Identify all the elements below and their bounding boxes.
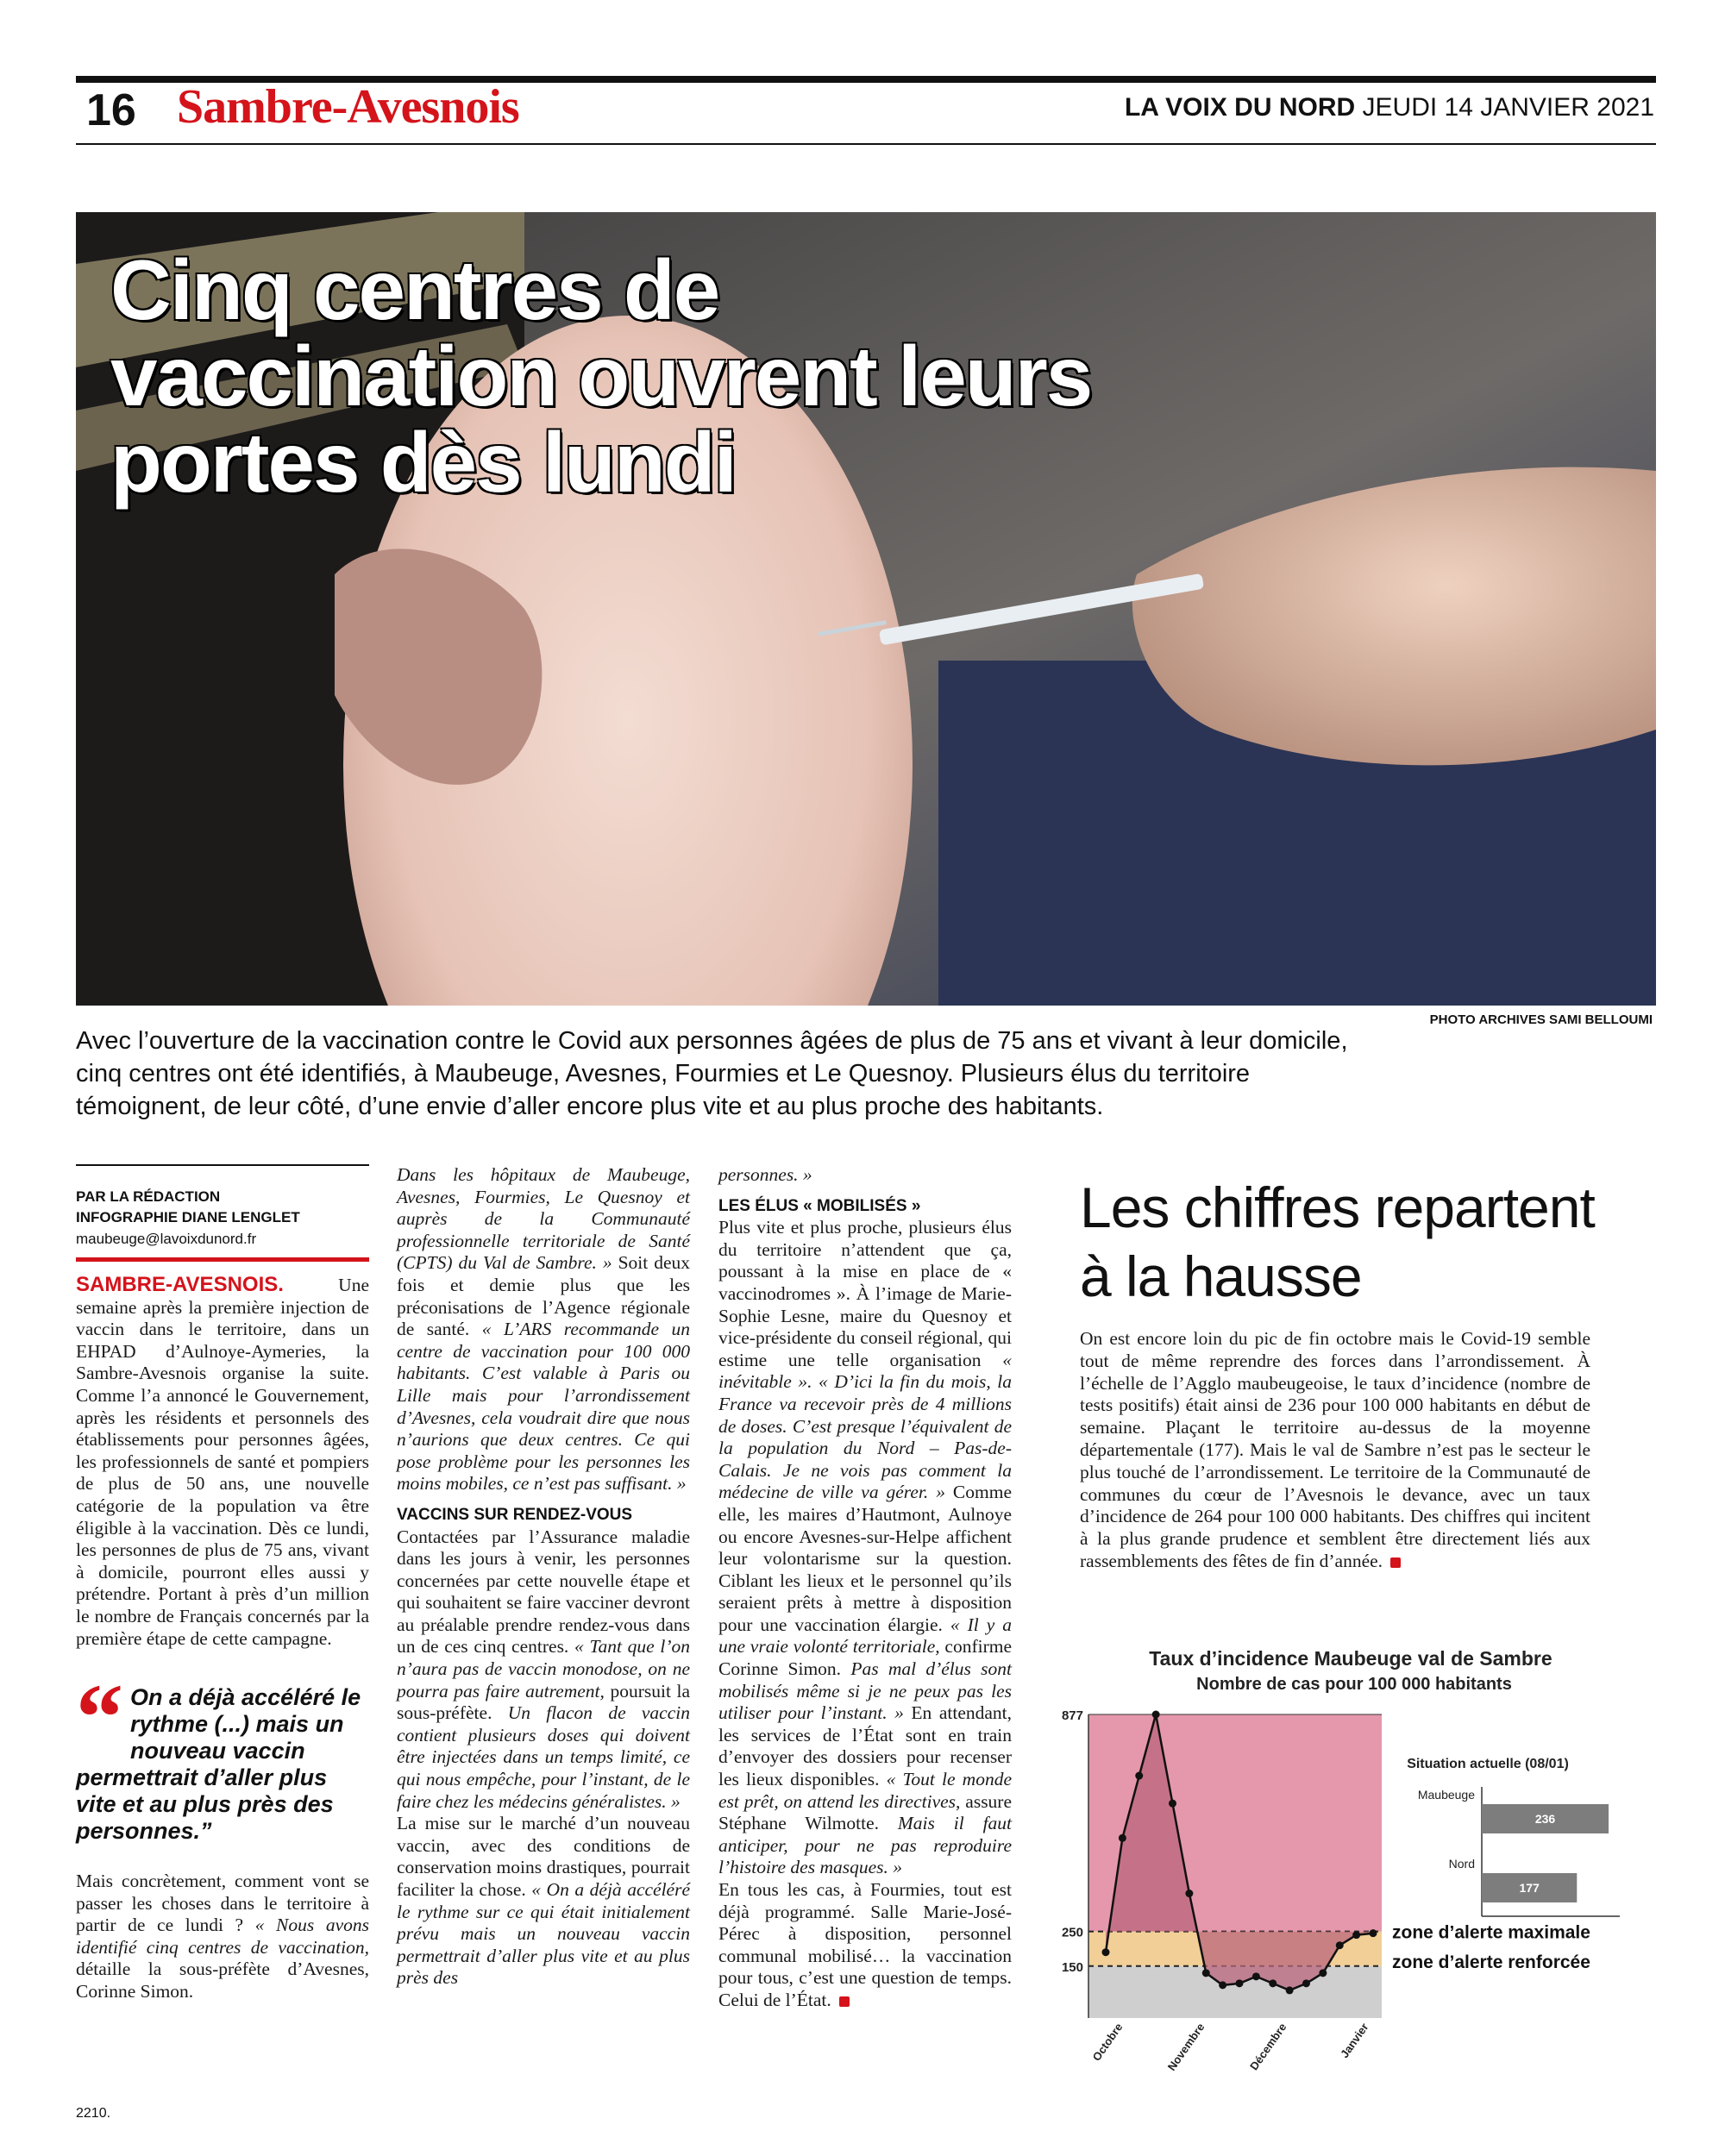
pull-quote (76, 1664, 369, 1845)
data-point (1135, 1772, 1143, 1780)
data-point (1219, 1981, 1226, 1989)
article-paragraph (718, 1164, 1012, 1187)
pull-quote-text: On a déjà accéléré le rythme (...) mais un nouveau vaccin permettrait d’aller plus vite et au plus près des personnes.” (76, 1684, 361, 1845)
bar-chart-title: Situation actuelle (08/01) (1407, 1757, 1569, 1771)
paragraph-quote: « D’ici la fin du mois, la France va recevoir près de 4 millions de doses. C’est presque l’équivalent de la population du Nord – Pas-de-Calais. Je ne vois pas comment la médecine de ville va gérer. » (718, 1371, 1013, 1503)
paragraph-quote: Un flacon de vaccin contient plusieurs doses qui doivent être injectées dans un temps limité, ce qui nous empêche, pour l’instant, de le faire chez les médecins généralistes. » (397, 1702, 690, 1812)
y-tick-label: 250 (1061, 1925, 1083, 1940)
paragraph-quote: Dans les hôpitaux de Maubeuge, Avesnes, Fourmies, Le Quesnoy et auprès de la Communauté professionnelle territoriale de Santé (CPTS) du Val de Sambre. » (397, 1164, 690, 1274)
section-title: Sambre-Avesnois (177, 80, 519, 134)
quote-mark-icon: “ (76, 1664, 123, 1771)
chart-subtitle: Nombre de cas pour 100 000 habitants (1196, 1675, 1512, 1694)
byline-box (76, 1164, 369, 1262)
contact-email[interactable]: maubeuge@lavoixdunord.fr (76, 1231, 257, 1247)
data-point (1236, 1979, 1244, 1987)
y-tick-label: 877 (1061, 1708, 1083, 1723)
article-paragraph (718, 1217, 1012, 1879)
x-tick-label: Janvier (1338, 2021, 1371, 2061)
x-tick-label: Octobre (1089, 2021, 1126, 2064)
paragraph-text: Soit deux fois et demie plus que les préconisations de l’Agence régionale de santé. (397, 1252, 691, 1340)
byline-infographic: INFOGRAPHIE DIANE LENGLET (76, 1209, 300, 1225)
paragraph-text: Plus vite et plus proche, plusieurs élus du territoire n’attendent que ça, poussant à la mise en place de « vaccinodromes ». À l’image de Marie-Sophie Lesne, maire du Quesnoy et vice-présidente du conseil régional, qui estime une telle organisation (718, 1217, 1012, 1370)
sidebar-text: On est encore loin du pic de fin octobre mais le Covid-19 semble tout de même reprendre des forces dans l’arrondissement. À l’échelle de l’Agglo maubeugeoise, le taux d’incidence (nombre de tests positifs) était ainsi de 236 pour 100 000 habitants en début de semaine. Plaçant le territoire au-dessus de la moyenne départementale (177). Mais le val de Sambre n’est pas le secteur le plus touché de l’arrondissement. Le territoire de la Communauté de communes du cœur de l’Avesnois le devance, avec un taux d’incidence de 264 pour 100 000 habitants. Des chiffres qui incitent à la plus grande prudence et semblent être directement liés aux rassemblements des fêtes de fin d’année. (1080, 1328, 1590, 1571)
photo-credit: PHOTO ARCHIVES SAMI BELLOUMI (1429, 1012, 1653, 1027)
paragraph-text: La mise sur le marché d’un nouveau vaccin, avec des conditions de conservation moins drastiques, pourrait faciliter la chose. (397, 1813, 690, 1900)
paragraph-text: Comme elle, les maires d’Hautmont, Aulnoye ou encore Avesnes-sur-Helpe affichent leur volontarisme sur la question. Ciblant les lieux et le personnel qu’ils seraient prêts à mettre à disposition pour une vaccination élargie. (718, 1482, 1012, 1635)
paragraph-text: Contactées par l’Assurance maladie dans les jours à venir, les personnes concernées par cette nouvelle étape et qui souhaitent se faire vacciner devront au préalable prendre rendez-vous dans un de ces cinq centres. (397, 1526, 690, 1658)
paragraph-quote: « Il y a une vraie volonté territoriale, (718, 1614, 1013, 1658)
lead-kicker: SAMBRE-AVESNOIS. (76, 1273, 284, 1296)
paragraph-text: confirme Corinne Simon. (718, 1636, 1013, 1680)
paragraph-quote: « L’ARS recommande un centre de vaccination pour 100 000 habitants. C’est valable à Paris ou Lille mais pour l’arrondissement d’Avesnes, cela voudrait dire que nous n’aurions que deux centres. Ce qui pose problème pour les personnes les moins mobiles, ce n’est pas suffisant. » (397, 1319, 691, 1495)
article-paragraph (397, 1526, 690, 1814)
sidebar-title: Les chiffres repartent à la hausse (1080, 1175, 1595, 1308)
headline: Cinq centres de vaccination ouvrent leurs portes dès lundi (110, 242, 1092, 510)
article-column-2 (397, 1164, 690, 1990)
end-mark-icon (839, 1996, 850, 2007)
article-paragraph (718, 1879, 1012, 2012)
data-point (1252, 1972, 1260, 1980)
paragraph-text: En attendant, les services de l’État sont en train d’envoyer des dossiers pour recenser les lieux disponibles. (718, 1702, 1012, 1790)
paragraph-text: Mais concrètement, comment vont se passer les choses dans le territoire à partir de ce lundi ? (76, 1871, 369, 1936)
subhead: LES ÉLUS « MOBILISÉS » (718, 1196, 921, 1215)
data-point (1102, 1948, 1110, 1956)
subhead: VACCINS SUR RENDEZ-VOUS (397, 1505, 633, 1524)
data-point (1370, 1929, 1377, 1937)
data-point (1119, 1834, 1126, 1842)
page-number: 16 (86, 85, 136, 135)
y-tick-label: 150 (1061, 1959, 1083, 1975)
zone-label: zone d’alerte renforcée (1392, 1952, 1590, 1972)
article-paragraph (397, 1813, 690, 1990)
x-tick-label: Novembre (1164, 2021, 1208, 2073)
paragraph-text: détaille la sous-préfète d’Avesnes, Corinne Simon. (76, 1959, 369, 2002)
paragraph-text: Une semaine après la première injection de vaccin dans le territoire, dans un EHPAD d’Aulnoye-Aymeries, la Sambre-Avesnois organise la suite. Comme l’a annoncé le Gouvernement, après les résidents et personnels des établissements pour personnes âgées, les professionnels de santé et pompiers de plus de 50 ans, une nouvelle catégorie de la population va être éligible à la vaccination. Dès ce lundi, les personnes de plus de 75 ans, vivant à domicile, pourront elles aussi y prétendre. Portant à près d’un million le nombre de Français concernés par la première étape de cette campagne. (76, 1275, 369, 1649)
bar-category-label: Maubeuge (1417, 1788, 1475, 1802)
paragraph-text: assure Stéphane Wilmotte. (718, 1790, 1013, 1834)
data-point (1319, 1969, 1327, 1977)
end-mark-icon (1390, 1557, 1401, 1568)
paragraph-text: poursuit la sous-préfète. (397, 1680, 690, 1724)
sidebar-body (1080, 1328, 1590, 1573)
lead-photo (76, 212, 1656, 1006)
chapeau: Avec l’ouverture de la vaccination contre le Covid aux personnes âgées de plus de 75 ans et vivant à leur domicile, cinq centres ont été identifiés, à Maubeuge, Avesnes, Fourmies et Le Quesnoy. Plusieurs élus du territoire témoignent, de leur côté, d’une envie d’aller encore plus vite et au plus proche des habitants. (76, 1027, 1348, 1120)
article-paragraph (76, 1871, 369, 2003)
x-tick-label: Décembre (1247, 2021, 1289, 2073)
data-point (1202, 1969, 1210, 1977)
newspaper-brand: LA VOIX DU NORD (1124, 93, 1356, 122)
paragraph-quote: « Tout le monde est prêt, on attend les directives, (718, 1769, 1012, 1812)
paragraph-quote: Pas mal d’élus sont mobilisés même si je ne peux pas les utiliser pour l’instant. » (718, 1658, 1012, 1724)
paragraph-quote: « Nous avons identifié cinq centres de vaccination, (76, 1915, 370, 1958)
issue-date: JEUDI 14 JANVIER 2021 (1362, 93, 1654, 122)
data-point (1302, 1979, 1310, 1987)
folio-code: 2210. (76, 2106, 111, 2121)
paragraph-quote: « On a déjà accéléré le rythme sur ce qui était initialement prévu mais un nouveau vaccin permettrait d’aller plus vite et au plus près des (397, 1879, 690, 1989)
chart-title: Taux d’incidence Maubeuge val de Sambre (1149, 1647, 1552, 1670)
masthead (1125, 93, 1654, 122)
data-point (1286, 1986, 1294, 1994)
article-paragraph (397, 1164, 690, 1495)
chart-canvas (1044, 1639, 1656, 2087)
bar-value-label: 177 (1519, 1881, 1540, 1895)
article-column-1 (76, 1164, 369, 2003)
header-rule (76, 143, 1656, 145)
paragraph-quote: « inévitable ». (718, 1349, 1012, 1393)
data-point (1352, 1931, 1360, 1939)
data-point (1269, 1979, 1276, 1987)
paragraph-quote: Mais il faut anticiper, pour ne pas reproduire l’histoire des masques. » (718, 1813, 1013, 1878)
data-point (1169, 1800, 1176, 1808)
paragraph-text: En tous les cas, à Fourmies, tout est déjà programmé. Salle Marie-José-Pérec à disposition, personnel communal mobilisé… la vaccination pour tous, c’est une question de temps. Celui de l’État. (718, 1879, 1012, 2010)
paragraph-quote: « Tant que l’on n’aura pas de vaccin monodose, on ne pourra pas faire autrement, (397, 1636, 690, 1702)
article-paragraph (76, 1274, 369, 1650)
data-point (1185, 1890, 1193, 1897)
byline: PAR LA RÉDACTION (76, 1188, 221, 1205)
data-point (1336, 1941, 1344, 1949)
paragraph-quote: personnes. » (718, 1164, 812, 1185)
incidence-chart (1044, 1639, 1656, 2087)
article-column-3 (718, 1164, 1012, 2012)
data-point (1152, 1711, 1160, 1719)
bar-value-label: 236 (1534, 1812, 1556, 1826)
zone-label: zone d’alerte maximale (1392, 1922, 1590, 1943)
bar-category-label: Nord (1448, 1857, 1475, 1871)
